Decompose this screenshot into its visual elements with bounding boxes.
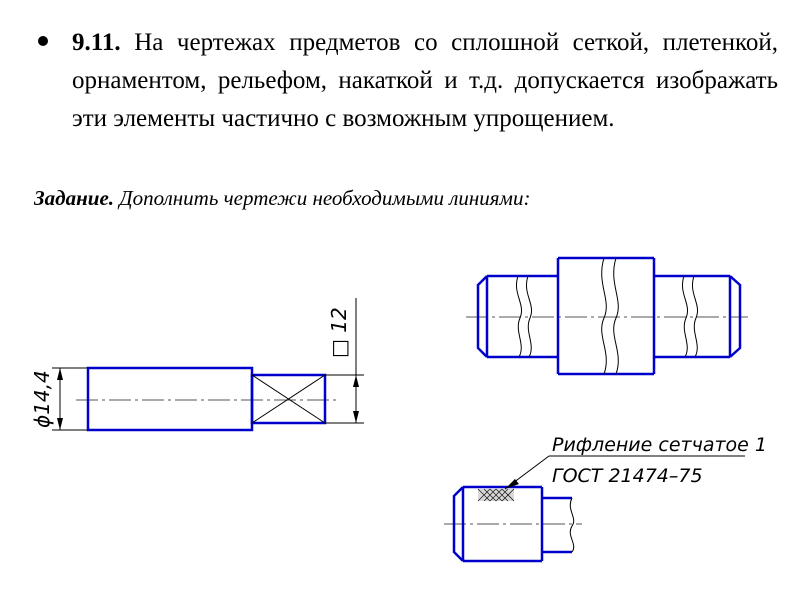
arrow-icon xyxy=(57,418,63,430)
knurl-note-line2: ГОСТ 21474–75 xyxy=(552,465,703,487)
drawing-broken-shaft xyxy=(466,258,748,374)
task-text: Дополнить чертежи необходимыми линиями: xyxy=(119,186,531,210)
task-label: Задание. xyxy=(34,186,115,210)
square-size-label: □ 12 xyxy=(327,307,351,358)
diameter-label: ϕ14,4 xyxy=(30,370,54,428)
shaft-body xyxy=(88,368,252,430)
knurl-note-line1: Рифление сетчатое 1 xyxy=(552,434,767,456)
arrow-icon xyxy=(353,411,359,423)
arrow-icon xyxy=(353,375,359,387)
drawing-knurled-shaft xyxy=(444,434,767,561)
drawing-square-shaft xyxy=(30,298,364,430)
arrow-icon xyxy=(57,368,63,380)
rule-text: На чертежах предметов со сплошной сеткой, плетенкой, орнаментом, рельефом, накаткой и т.д. допускается изображать эти элементы частично с возможным упрощением. xyxy=(72,29,779,132)
rule-number: 9.11. xyxy=(72,29,121,56)
